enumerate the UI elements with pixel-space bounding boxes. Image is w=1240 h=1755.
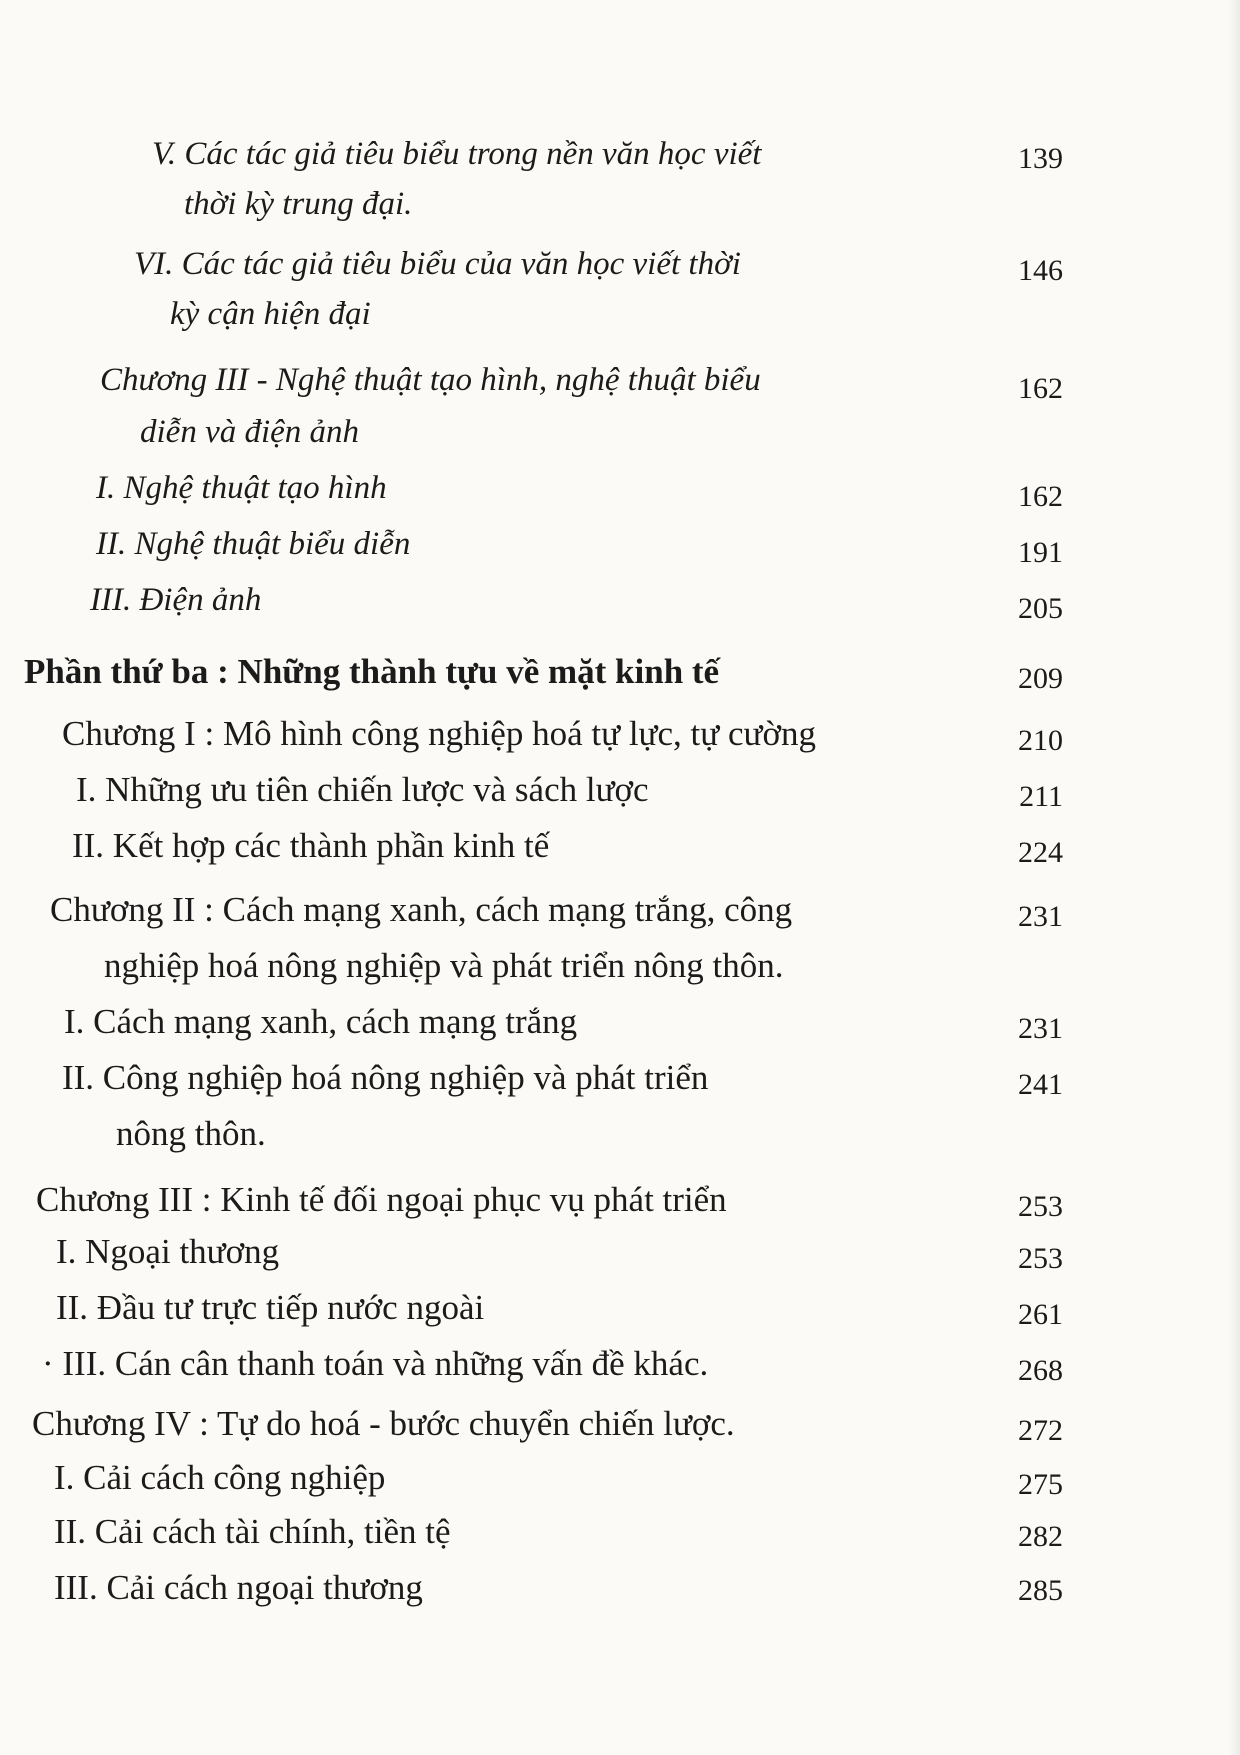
toc-entry-title: I. Ngoại thương	[56, 1232, 280, 1271]
toc-entry-title: Chương II : Cách mạng xanh, cách mạng trắng, công	[50, 890, 793, 929]
toc-entry-page: 282	[1018, 1520, 1063, 1553]
toc-entry-title-continued: diễn và điện ảnh	[140, 414, 360, 450]
toc-entry-title-continued: thời kỳ trung đại.	[184, 186, 413, 222]
toc-entry-title: Chương III - Nghệ thuật tạo hình, nghệ thuật biểu	[100, 362, 761, 398]
toc-entry-title: III. Điện ảnh	[90, 582, 262, 618]
toc-entry-title: II. Đầu tư trực tiếp nước ngoài	[56, 1288, 485, 1327]
toc-entry-title: III. Cải cách ngoại thương	[54, 1568, 423, 1607]
toc-entry-title: II. Nghệ thuật biểu diễn	[96, 526, 411, 562]
toc-entry-title-continued: kỳ cận hiện đại	[170, 296, 371, 332]
toc-entry-page: 253	[1018, 1190, 1063, 1223]
toc-entry-page: 241	[1018, 1068, 1063, 1101]
toc-entry-title: Chương IV : Tự do hoá - bước chuyển chiến lược.	[32, 1404, 735, 1443]
toc-entry-page: 209	[1018, 662, 1063, 695]
toc-entry-page: 210	[1018, 724, 1063, 757]
toc-entry-page: 275	[1018, 1468, 1063, 1501]
toc-entry-page: 224	[1018, 836, 1063, 869]
toc-entry-page: 205	[1018, 592, 1063, 625]
toc-entry-title: I. Những ưu tiên chiến lược và sách lược	[76, 770, 649, 809]
toc-entry-title: V. Các tác giả tiêu biểu trong nền văn học viết	[152, 136, 762, 172]
toc-entry-title: I. Cải cách công nghiệp	[54, 1458, 386, 1497]
toc-entry-title: I. Nghệ thuật tạo hình	[96, 470, 387, 506]
toc-entry-page: 253	[1018, 1242, 1063, 1275]
toc-entry-title: · III. Cán cân thanh toán và những vấn đề khác.	[42, 1344, 709, 1383]
toc-entry-page: 285	[1018, 1574, 1063, 1607]
toc-entry-page: 139	[1018, 142, 1063, 175]
toc-entry-page: 272	[1018, 1414, 1063, 1447]
toc-entry-title: II. Kết hợp các thành phần kinh tế	[72, 826, 550, 865]
toc-entry-page: 231	[1018, 1012, 1063, 1045]
toc-entry-page: 211	[1019, 780, 1063, 813]
toc-entry-page: 191	[1018, 536, 1063, 569]
toc-entry-title: Phần thứ ba : Những thành tựu về mặt kinh tế	[24, 652, 720, 691]
toc-entry-title-continued: nghiệp hoá nông nghiệp và phát triển nông thôn.	[104, 946, 784, 985]
toc-entry-title: II. Công nghiệp hoá nông nghiệp và phát triển	[62, 1058, 709, 1097]
toc-entry-page: 231	[1018, 900, 1063, 933]
toc-entry-title: II. Cải cách tài chính, tiền tệ	[54, 1512, 451, 1551]
toc-entry-page: 268	[1018, 1354, 1063, 1387]
toc-entry-title: Chương III : Kinh tế đối ngoại phục vụ phát triển	[36, 1180, 727, 1219]
toc-entry-title-continued: nông thôn.	[116, 1114, 266, 1153]
toc-entry-title: VI. Các tác giả tiêu biểu của văn học viết thời	[134, 246, 741, 282]
toc-entry-title: Chương I : Mô hình công nghiệp hoá tự lực, tự cường	[62, 714, 817, 753]
toc-entry-page: 261	[1018, 1298, 1063, 1331]
toc-entry-title: I. Cách mạng xanh, cách mạng trắng	[64, 1002, 578, 1041]
toc-entry-page: 162	[1018, 372, 1063, 405]
toc-entry-page: 146	[1018, 254, 1063, 287]
toc-entry-page: 162	[1018, 480, 1063, 513]
